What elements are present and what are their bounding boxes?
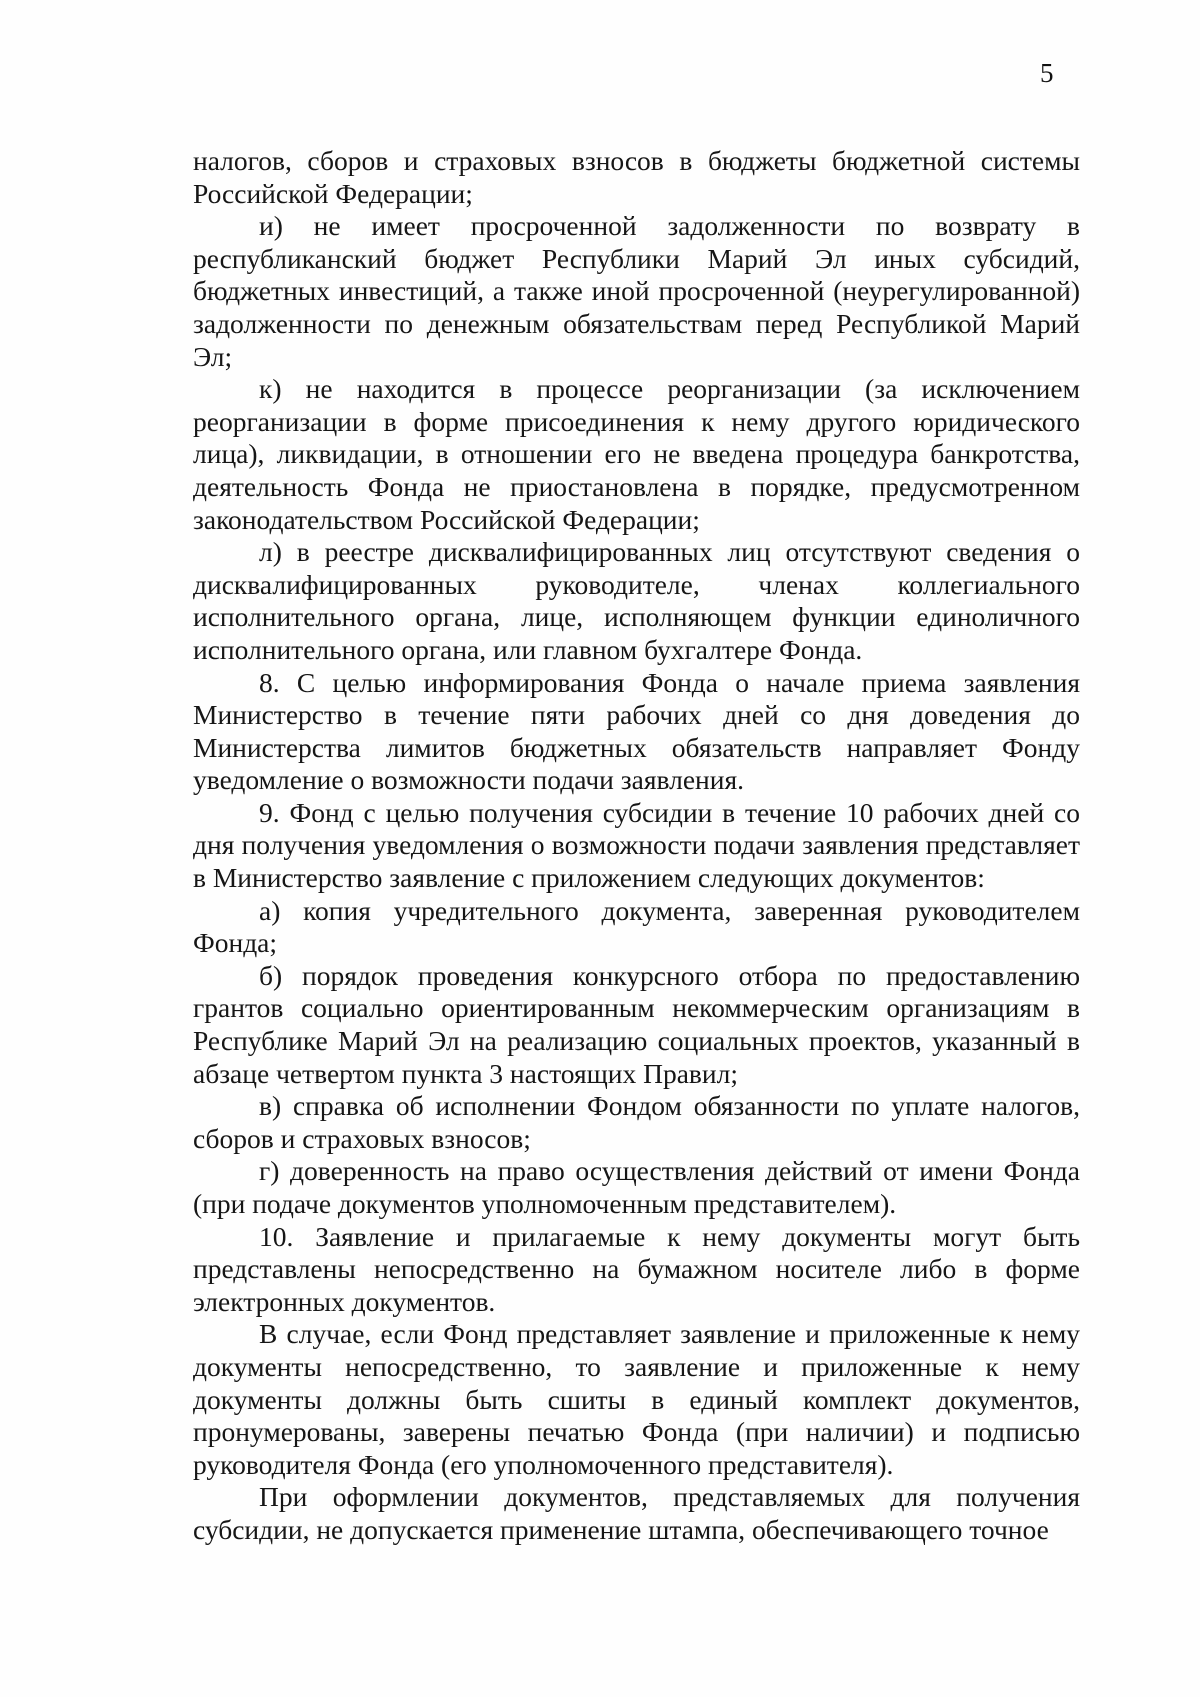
paragraph-clause-10: 10. Заявление и прилагаемые к нему документы могут быть представлены непосредственно на бумажном носителе либо в форме электронных документов. <box>193 1220 1080 1317</box>
document-body <box>193 145 1080 1547</box>
paragraph-item-g: г) доверенность на право осуществления действий от имени Фонда (при подаче документов уполномоченным представителем). <box>193 1155 1080 1219</box>
paragraph-item-a: а) копия учредительного документа, заверенная руководителем Фонда; <box>193 894 1080 959</box>
paragraph-submission-case: В случае, если Фонд представляет заявление и приложенные к нему документы непосредственно, то заявление и приложенные к нему документы должны быть сшиты в единый комплект документов, пронумерованы, заверены печатью Фонда (при наличии) и подписью руководителя Фонда (его уполномоченного представителя). <box>193 1318 1080 1480</box>
paragraph-continuation: налогов, сборов и страховых взносов в бюджеты бюджетной системы Российской Федерации; <box>193 145 1080 209</box>
paragraph-clause-9: 9. Фонд с целью получения субсидии в течение 10 рабочих дней со дня получения уведомления о возможности подачи заявления представляет в Министерство заявление с приложением следующих документов: <box>193 796 1080 894</box>
paragraph-clause-8: 8. С целью информирования Фонда о начале приема заявления Министерство в течение пяти рабочих дней со дня доведения до Министерства лимитов бюджетных обязательств направляет Фонду уведомление о возможности подачи заявления. <box>193 666 1080 796</box>
paragraph-item-b: б) порядок проведения конкурсного отбора по предоставлению грантов социально ориентированным некоммерческим организациям в Республике Марий Эл на реализацию социальных проектов, указанный в абзаце четвертом пункта 3 настоящих Правил; <box>193 959 1080 1089</box>
paragraph-item-l: л) в реестре дисквалифицированных лиц отсутствуют сведения о дисквалифицированных руководителе, членах коллегиального исполнительного органа, лице, исполняющем функции единоличного исполнительного органа, или главном бухгалтере Фонда. <box>193 536 1080 665</box>
paragraph-item-k: к) не находится в процессе реорганизации (за исключением реорганизации в форме присоединения к нему другого юридического лица), ликвидации, в отношении его не введена процедура банкротства, деятельность Фонда не приостановлена в порядке, предусмотренном законодательством Российской Федерации; <box>193 373 1080 535</box>
paragraph-item-v: в) справка об исполнении Фондом обязанности по уплате налогов, сборов и страховых взносов; <box>193 1090 1080 1154</box>
paragraph-document-formatting: При оформлении документов, представляемых для получения субсидии, не допускается применение штампа, обеспечивающего точное <box>193 1481 1080 1545</box>
page-number: 5 <box>1040 58 1054 88</box>
paragraph-item-i: и) не имеет просроченной задолженности по возврату в республиканский бюджет Республики Марий Эл иных субсидий, бюджетных инвестиций, а также иной просроченной (неурегулированной) задолженности по денежным обязательствам перед Республикой Марий Эл; <box>193 210 1080 372</box>
